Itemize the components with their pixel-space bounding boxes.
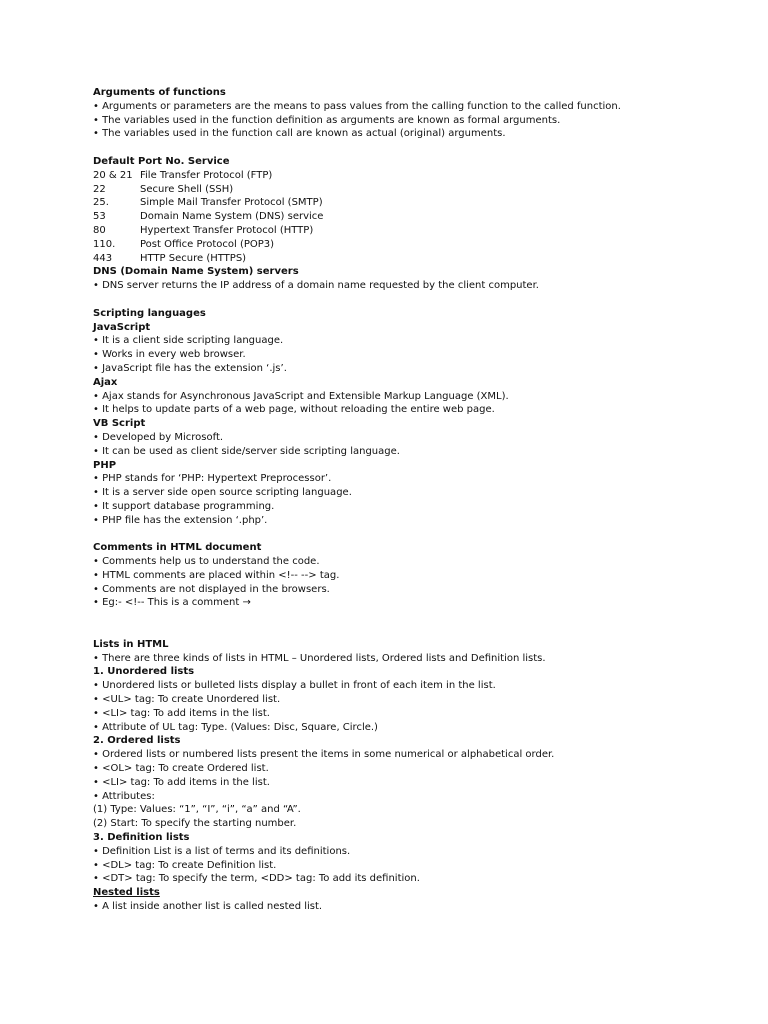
bullet-line: • Developed by Microsoft. <box>93 431 224 443</box>
subheading-javascript: JavaScript <box>93 321 151 333</box>
bullet-line: • It support database programming. <box>93 500 275 512</box>
bullet-line: • Ordered lists or numbered lists present the items in some numerical or alphabetical order. <box>93 749 555 761</box>
bullet-line: • There are three kinds of lists in HTML – Unordered lists, Ordered lists and Definition lists. <box>93 652 546 664</box>
subheading-definition: 3. Definition lists <box>93 832 190 844</box>
port-row <box>93 169 733 183</box>
bullet-line: • PHP file has the extension ‘.php’. <box>93 514 268 526</box>
port-row <box>93 183 733 197</box>
bullet-line: • <OL> tag: To create Ordered list. <box>93 763 269 775</box>
section-heading-ports: Default Port No. Service <box>93 155 230 167</box>
bullet-line: • Comments are not displayed in the browsers. <box>93 583 330 595</box>
bullet-line: • HTML comments are placed within <!-- --> tag. <box>93 569 340 581</box>
bullet-line: • It is a client side scripting language. <box>93 335 284 347</box>
bullet-line: • Ajax stands for Asynchronous JavaScript and Extensible Markup Language (XML). <box>93 390 509 402</box>
port-row <box>93 224 733 238</box>
subheading-vbscript: VB Script <box>93 418 146 430</box>
port-row <box>93 196 733 210</box>
port-number: 20 & 21 <box>93 169 133 181</box>
section-heading-arguments: Arguments of functions <box>93 87 226 98</box>
port-service: Secure Shell (SSH) <box>140 183 234 195</box>
bullet-line: • It is a server side open source scripting language. <box>93 487 352 499</box>
bullet-line: • <LI> tag: To add items in the list. <box>93 707 270 719</box>
bullet-line: • Works in every web browser. <box>93 349 246 361</box>
subheading-ordered: 2. Ordered lists <box>93 735 181 747</box>
section-heading-scripting: Scripting languages <box>93 307 206 319</box>
port-service: Simple Mail Transfer Protocol (SMTP) <box>140 197 323 209</box>
port-number: 110. <box>93 238 116 250</box>
bullet-line: • The variables used in the function call are known as actual (original) arguments. <box>93 128 506 140</box>
port-service: HTTP Secure (HTTPS) <box>140 252 247 264</box>
bullet-line: • Comments help us to understand the code. <box>93 556 320 568</box>
spacer <box>93 141 733 155</box>
bullet-line: • JavaScript file has the extension ‘.js’. <box>93 362 287 374</box>
port-row <box>93 252 733 266</box>
section-heading-dns: DNS (Domain Name System) servers <box>93 266 299 278</box>
section-heading-comments: Comments in HTML document <box>93 542 262 554</box>
spacer <box>93 293 733 307</box>
bullet-line: • <UL> tag: To create Unordered list. <box>93 694 281 706</box>
bullet-line: • It can be used as client side/server side scripting language. <box>93 445 400 457</box>
bullet-line: • A list inside another list is called nested list. <box>93 901 323 913</box>
port-number: 443 <box>93 252 113 264</box>
bullet-line: • <DL> tag: To create Definition list. <box>93 859 277 871</box>
port-number: 25. <box>93 197 109 209</box>
spacer <box>93 528 733 542</box>
bullet-line: • <LI> tag: To add items in the list. <box>93 776 270 788</box>
bullet-line: • Attribute of UL tag: Type. (Values: Disc, Square, Circle.) <box>93 721 378 733</box>
document-body <box>93 86 733 914</box>
bullet-line: • <DT> tag: To specify the term, <DD> tag: To add its definition. <box>93 873 420 885</box>
subheading-php: PHP <box>93 459 117 471</box>
bullet-line: • It helps to update parts of a web page, without reloading the entire web page. <box>93 404 495 416</box>
port-service: Hypertext Transfer Protocol (HTTP) <box>140 224 314 236</box>
port-number: 53 <box>93 211 106 223</box>
port-number: 80 <box>93 224 106 236</box>
bullet-line: • DNS server returns the IP address of a domain name requested by the client computer. <box>93 280 539 292</box>
bullet-line: • Unordered lists or bulleted lists display a bullet in front of each item in the list. <box>93 680 496 692</box>
bullet-line: • Arguments or parameters are the means to pass values from the calling function to the called function. <box>93 100 621 112</box>
subheading-ajax: Ajax <box>93 376 118 388</box>
port-number: 22 <box>93 183 106 195</box>
port-row <box>93 238 733 252</box>
bullet-line: • The variables used in the function definition as arguments are known as formal arguments. <box>93 114 561 126</box>
subheading-unordered: 1. Unordered lists <box>93 666 195 678</box>
bullet-line: (2) Start: To specify the starting number. <box>93 818 297 830</box>
bullet-line: • Eg:- <!-- This is a comment → <box>93 597 251 609</box>
section-heading-lists: Lists in HTML <box>93 638 169 650</box>
bullet-line: • Definition List is a list of terms and its definitions. <box>93 845 351 857</box>
subheading-nested-lists: Nested lists <box>93 887 160 899</box>
port-service: Domain Name System (DNS) service <box>140 211 324 223</box>
bullet-line: • Attributes: <box>93 790 155 802</box>
bullet-line: • PHP stands for ‘PHP: Hypertext Preprocessor’. <box>93 473 332 485</box>
port-row <box>93 210 733 224</box>
port-service: Post Office Protocol (POP3) <box>140 238 275 250</box>
bullet-line: (1) Type: Values: “1”, “I”, “i”, “a” and “A”. <box>93 804 301 816</box>
port-service: File Transfer Protocol (FTP) <box>140 169 273 181</box>
spacer <box>93 610 733 638</box>
